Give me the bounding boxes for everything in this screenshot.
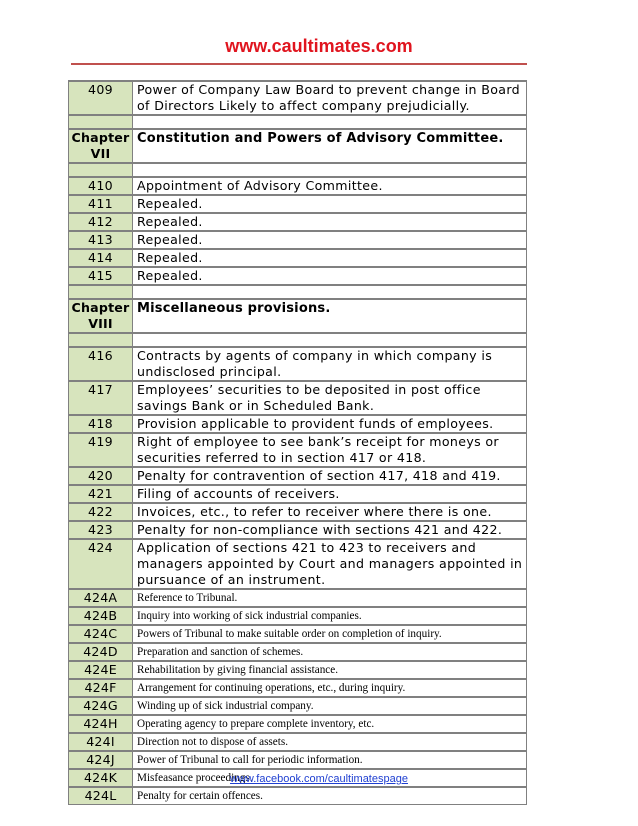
- section-number: 416: [69, 347, 133, 381]
- section-row: [69, 625, 527, 643]
- section-description: Reference to Tribunal.: [133, 589, 527, 607]
- section-number: 424: [69, 539, 133, 589]
- blank-cell: [69, 163, 133, 177]
- section-number: 424E: [69, 661, 133, 679]
- section-description: Misfeasance proceedings.: [133, 769, 527, 787]
- section-description: Contracts by agents of company in which company is undisclosed principal.: [133, 347, 527, 381]
- section-description: Penalty for non-compliance with sections 421 and 422.: [133, 521, 527, 539]
- section-description: Direction not to dispose of assets.: [133, 733, 527, 751]
- section-description: Provision applicable to provident funds of employees.: [133, 415, 527, 433]
- section-number: 423: [69, 521, 133, 539]
- section-description: Inquiry into working of sick industrial companies.: [133, 607, 527, 625]
- section-description: Filing of accounts of receivers.: [133, 485, 527, 503]
- section-row: [69, 433, 527, 467]
- section-description: Repealed.: [133, 213, 527, 231]
- section-row: [69, 503, 527, 521]
- section-description: Rehabilitation by giving financial assistance.: [133, 661, 527, 679]
- section-row: [69, 267, 527, 285]
- section-description: Operating agency to prepare complete inventory, etc.: [133, 715, 527, 733]
- section-number: 417: [69, 381, 133, 415]
- section-number: 419: [69, 433, 133, 467]
- section-number: 424I: [69, 733, 133, 751]
- section-number: 412: [69, 213, 133, 231]
- blank-cell: [133, 163, 527, 177]
- section-row: [69, 231, 527, 249]
- chapter-number: Chapter VII: [69, 129, 133, 163]
- section-description: Penalty for certain offences.: [133, 787, 527, 805]
- section-number: 422: [69, 503, 133, 521]
- section-number: 411: [69, 195, 133, 213]
- section-number: 413: [69, 231, 133, 249]
- section-description: Repealed.: [133, 195, 527, 213]
- blank-row: [69, 285, 527, 299]
- section-description: Arrangement for continuing operations, etc., during inquiry.: [133, 679, 527, 697]
- section-row: [69, 213, 527, 231]
- section-description: Repealed.: [133, 267, 527, 285]
- blank-cell: [69, 115, 133, 129]
- section-number: 424J: [69, 751, 133, 769]
- section-description: Application of sections 421 to 423 to receivers and managers appointed by Court and managers appointed in pursuance of an instrument.: [133, 539, 527, 589]
- chapter-row: [69, 129, 527, 163]
- section-number: 424G: [69, 697, 133, 715]
- section-description: Appointment of Advisory Committee.: [133, 177, 527, 195]
- section-row: [69, 679, 527, 697]
- section-number: 424D: [69, 643, 133, 661]
- blank-cell: [133, 285, 527, 299]
- section-description: Power of Tribunal to call for periodic information.: [133, 751, 527, 769]
- section-row: [69, 751, 527, 769]
- section-number: 410: [69, 177, 133, 195]
- header-url[interactable]: www.caultimates.com: [225, 36, 413, 56]
- section-row: [69, 661, 527, 679]
- sections-table: [68, 80, 527, 805]
- section-description: Employees’ securities to be deposited in post office savings Bank or in Scheduled Bank.: [133, 381, 527, 415]
- blank-row: [69, 163, 527, 177]
- section-number: 424L: [69, 787, 133, 805]
- blank-cell: [69, 333, 133, 347]
- section-row: [69, 177, 527, 195]
- section-number: 414: [69, 249, 133, 267]
- section-description: Repealed.: [133, 231, 527, 249]
- section-row: [69, 347, 527, 381]
- footer-url[interactable]: www.facebook.com/caultimatespage: [230, 773, 408, 785]
- section-row: [69, 249, 527, 267]
- section-row: [69, 715, 527, 733]
- section-number: 418: [69, 415, 133, 433]
- section-row: [69, 589, 527, 607]
- section-row: [69, 521, 527, 539]
- table-body: [69, 81, 527, 805]
- section-row: [69, 485, 527, 503]
- section-number: 424K: [69, 769, 133, 787]
- section-row: [69, 697, 527, 715]
- section-row: [69, 381, 527, 415]
- section-number: 420: [69, 467, 133, 485]
- section-number: 424A: [69, 589, 133, 607]
- section-description: Invoices, etc., to refer to receiver where there is one.: [133, 503, 527, 521]
- section-description: Winding up of sick industrial company.: [133, 697, 527, 715]
- section-number: 424B: [69, 607, 133, 625]
- header-rule: [71, 63, 527, 65]
- chapter-title: Miscellaneous provisions.: [133, 299, 527, 333]
- section-description: Power of Company Law Board to prevent change in Board of Directors Likely to affect company prejudicially.: [133, 81, 527, 115]
- section-row: [69, 467, 527, 485]
- section-number: 424F: [69, 679, 133, 697]
- section-description: Preparation and sanction of schemes.: [133, 643, 527, 661]
- section-number: 415: [69, 267, 133, 285]
- section-row: [69, 607, 527, 625]
- section-number: 409: [69, 81, 133, 115]
- chapter-row: [69, 299, 527, 333]
- blank-row: [69, 115, 527, 129]
- blank-cell: [69, 285, 133, 299]
- section-description: Right of employee to see bank’s receipt for moneys or securities referred to in section 417 or 418.: [133, 433, 527, 467]
- section-row: [69, 415, 527, 433]
- section-row: [69, 81, 527, 115]
- section-row: [69, 787, 527, 805]
- section-number: 421: [69, 485, 133, 503]
- section-description: Repealed.: [133, 249, 527, 267]
- section-row: [69, 195, 527, 213]
- chapter-number: Chapter VIII: [69, 299, 133, 333]
- blank-row: [69, 333, 527, 347]
- section-number: 424H: [69, 715, 133, 733]
- section-number: 424C: [69, 625, 133, 643]
- section-row: [69, 539, 527, 589]
- section-row: [69, 643, 527, 661]
- section-row: [69, 733, 527, 751]
- blank-cell: [133, 115, 527, 129]
- section-description: Powers of Tribunal to make suitable order on completion of inquiry.: [133, 625, 527, 643]
- chapter-title: Constitution and Powers of Advisory Committee.: [133, 129, 527, 163]
- section-description: Penalty for contravention of section 417, 418 and 419.: [133, 467, 527, 485]
- blank-cell: [133, 333, 527, 347]
